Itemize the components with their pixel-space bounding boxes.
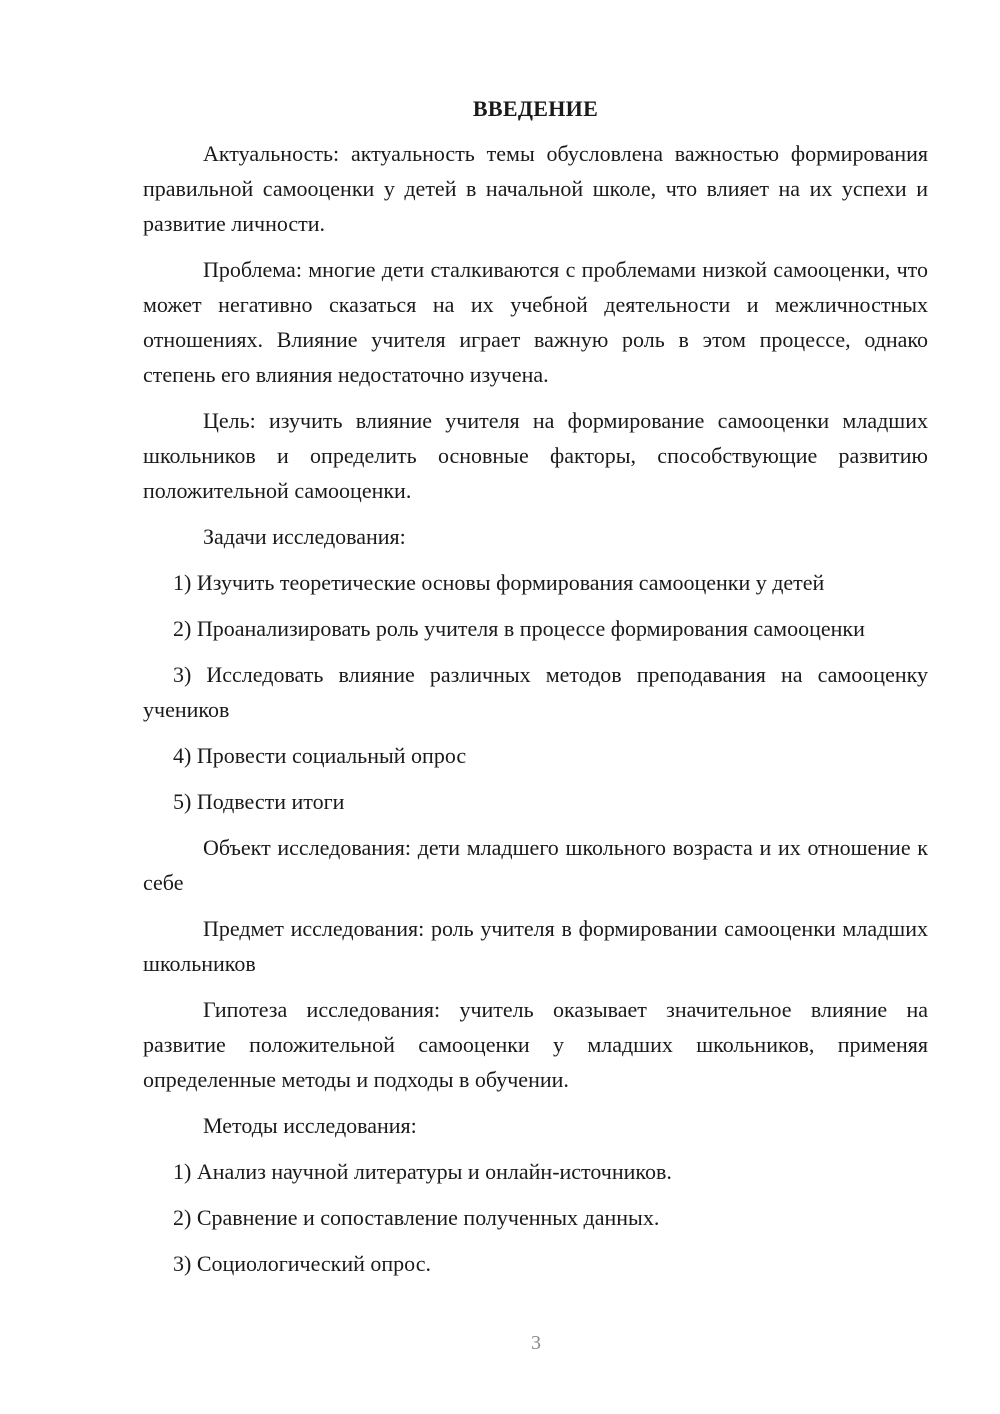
page-number: 3 — [531, 1332, 541, 1354]
method-item: 2) Сравнение и сопоставление полученных данных. — [173, 1205, 660, 1230]
task-item: 4) Провести социальный опрос — [173, 743, 467, 768]
task-item: 2) Проанализировать роль учителя в процессе формирования самооценки — [173, 616, 865, 641]
subject-paragraph: Предмет исследования: роль учителя в формировании самооценки младших школьников — [143, 916, 928, 976]
task-item: 1) Изучить теоретические основы формирования самооценки у детей — [173, 570, 825, 595]
task-item: 5) Подвести итоги — [173, 789, 345, 814]
method-item: 3) Социологический опрос. — [173, 1251, 431, 1276]
problem-paragraph: Проблема: многие дети сталкиваются с проблемами низкой самооценки, что может негативно сказаться на их учебной деятельности и межличностных отношениях. Влияние учителя играет важную роль в этом процессе, однако степень его влияния недостаточно изучена. — [143, 257, 928, 387]
method-item: 1) Анализ научной литературы и онлайн-источников. — [173, 1159, 672, 1184]
methods-heading: Методы исследования: — [203, 1113, 417, 1138]
task-item: 3) Исследовать влияние различных методов преподавания на самооценку учеников — [143, 662, 928, 722]
hypothesis-paragraph: Гипотеза исследования: учитель оказывает значительное влияние на развитие положительной самооценки у младших школьников, применяя определенные методы и подходы в обучении. — [143, 997, 928, 1092]
document-page — [143, 92, 928, 1292]
page-title: ВВЕДЕНИЕ — [472, 96, 599, 121]
object-paragraph: Объект исследования: дети младшего школьного возраста и их отношение к себе — [143, 835, 928, 895]
goal-paragraph: Цель: изучить влияние учителя на формирование самооценки младших школьников и определить основные факторы, способствующие развитию положительной самооценки. — [143, 408, 928, 503]
tasks-heading: Задачи исследования: — [203, 524, 406, 549]
relevance-paragraph: Актуальность: актуальность темы обусловлена важностью формирования правильной самооценки у детей в начальной школе, что влияет на их успехи и развитие личности. — [143, 141, 928, 236]
